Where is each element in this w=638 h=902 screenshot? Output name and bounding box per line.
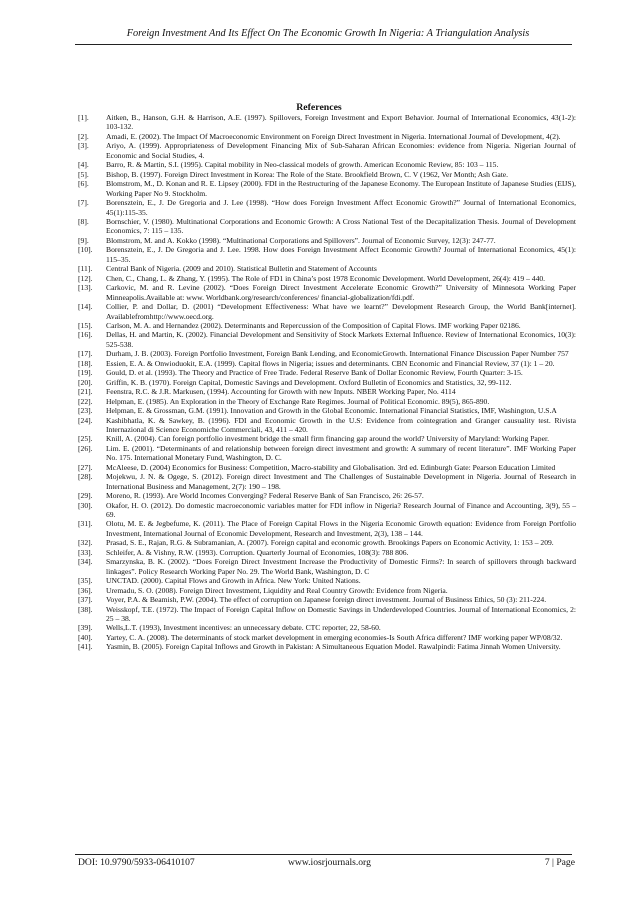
reference-number: [31]. [78,519,93,529]
journal-website: www.iosrjournals.org [288,857,371,868]
reference-text: Chen, C., Chang, L. & Zhang, Y. (1995). The Role of FD1 in China’s post 1978 Economic Development. World Development, 26(4): 419 – 440. [106,273,546,283]
reference-item [78,557,576,576]
reference-text: Gould, D. et al. (1993). The Theory and Practice of Free Trade. Federal Reserve Bank of Dollar Economic Review, Fourth Quarter: 3-15. [106,368,523,378]
reference-item [78,198,576,217]
references-heading: References [296,102,342,113]
reference-item [78,605,576,624]
footer-rule [75,854,572,855]
reference-text: Yasmin, B. (2005). Foreign Capital Inflows and Growth in Pakistan: A Simultaneous Equation Model. Rawalpindi: Fatima Jinnah Women University. [106,642,561,652]
reference-number: [24]. [78,415,93,425]
reference-text: Helpman, E. & Grossman, G.M. (1991). Innovation and Growth in the Global Economic. International Financial Statistics, IMF, Washington, U.S.A [106,406,557,416]
reference-number: [23]. [78,406,93,416]
reference-text: Amadi, E. (2002). The Impact Of Macroeconomic Environment on Foreign Direct Investment in Nigeria. International Journal of Development, 4(2). [106,131,561,141]
reference-item [78,633,576,642]
reference-text: Carlson, M. A. and Hernandez (2002). Determinants and Repercussion of the Composition of Capital Flows. IMF working Paper 02186. [106,320,521,330]
reference-text: Okafor, H. O. (2012). Do domestic macroeconomic variables matter for FDI inflow in Nigeria? Research Journal of Finance and Accounting, 3(9), 55 – 69. [106,500,576,520]
running-header: Foreign Investment And Its Effect On The Economic Growth In Nigeria: A Triangulation Analysis [126,28,530,39]
reference-item [78,472,576,491]
reference-number: [32]. [78,538,93,548]
reference-text: Aitken, B., Hanson, G.H. & Harrison, A.E. (1997). Spillovers, Foreign Investment and Export Behavior. Journal of International Economics, 43(1-2): 103-132. [106,113,576,132]
reference-text: UNCTAD. (2000). Capital Flows and Growth in Africa. New York: United Nations. [106,576,361,586]
reference-item [78,113,576,132]
reference-text: Knill, A. (2004). Can foreign portfolio investment bridge the small firm financing gap around the world? University of Maryland: Working Paper. [106,434,549,444]
reference-text: Prasad, S. E., Rajan, R.G. & Subramanian, A. (2007). Foreign capital and economic growth. Brookings Papers on Economic Activity, 1: 153 – 209. [106,538,554,548]
reference-text: Yartey, C. A. (2008). The determinants of stock market development in emerging economies-Is South Africa different? IMF working paper WP/08/32. [106,632,563,642]
reference-item [78,406,576,415]
reference-text: Collier, P. and Dollar, D. (2001) “Development Effectiveness: What have we learnt?” Development Research Group, the World Bank[internet]. Availablefromhttp://www.oecd.org. [106,302,576,321]
reference-text: Helpman, E. (1985). An Exploration in the Theory of Exchange Rate Regimes. Journal of Political Economic. 89(5), 865-890. [106,396,490,406]
reference-number: [15]. [78,320,93,330]
reference-number: [29]. [78,491,93,501]
reference-item [78,217,576,236]
reference-item [78,170,576,179]
reference-item [78,397,576,406]
reference-number: [36]. [78,585,93,595]
reference-item [78,463,576,472]
reference-item [78,236,576,245]
reference-text: Borensztein, E., J. De Gregoria and J. Lee (1998). “How does Foreign Investment Affect Economic Growth?” Journal of International Economics, 45(1):115-35. [106,198,576,217]
reference-item [78,623,576,632]
page-number: 7 | Page [544,857,575,868]
reference-text: Blomstrom, M., D. Konan and R. E. Lipsey (2000). FDI in the Restructuring of the Japanese Economy. The European Institute of Japanese Studies (EIJS), Working Paper No 9. Stockholm. [106,179,576,198]
reference-number: [19]. [78,368,93,378]
doi-text: DOI: 10.9790/5933-06410107 [78,857,195,868]
reference-number: [34]. [78,557,93,567]
reference-text: Voyer, P.A. & Beamish, P.W. (2004). The effect of corruption on Japanese foreign direct investment. Journal of Business Ethics, 50 (3): 211-224. [106,595,547,605]
reference-number: [12]. [78,273,93,283]
reference-number: [28]. [78,472,93,482]
reference-number: [17]. [78,349,93,359]
reference-number: [6]. [78,179,89,189]
reference-number: [16]. [78,330,93,340]
reference-item [78,548,576,557]
reference-item [78,368,576,377]
reference-item [78,359,576,368]
reference-item [78,321,576,330]
reference-number: [26]. [78,443,93,453]
reference-text: Smarzynska, B. K. (2002). “Does Foreign Direct Investment Increase the Productivity of Domestic Firms?: In search of spillovers through backward linkages”. Policy Research Working Paper No. 29. The World Bank, Washington, D. C [106,557,576,576]
reference-text: Mojekwu, J. N. & Ogege, S. (2012). Foreign direct Investment and The Challenges of Sustainable Development in Nigeria. Journal of Research in International Business and Management, 2(7): 190 – 198. [106,472,576,491]
header-rule [75,44,572,45]
reference-number: [2]. [78,131,89,141]
reference-item [78,434,576,443]
reference-number: [30]. [78,500,93,510]
reference-number: [1]. [78,113,89,122]
reference-number: [25]. [78,434,93,444]
reference-text: Moreno, R. (1993). Are World Incomes Converging? Federal Reserve Bank of San Francisco, 26: 26-57. [106,491,424,501]
reference-number: [10]. [78,245,93,255]
reference-text: Bornschier, V. (1980). Multinational Corporations and Economic Growth: A Cross National Test of the Decapitalization Thesis. Journal of Development Economics, 7: 115 – 135. [106,216,576,236]
reference-item [78,349,576,358]
reference-item [78,141,576,160]
reference-item [78,378,576,387]
reference-number: [38]. [78,604,93,614]
reference-text: Barro, R. & Martin, S.I. (1995). Capital mobility in Neo-classical models of growth. American Economic Review, 85: 103 – 115. [106,160,499,170]
reference-item [78,444,576,463]
reference-item [78,160,576,169]
reference-item [78,416,576,435]
reference-item [78,501,576,520]
reference-item [78,330,576,349]
reference-number: [39]. [78,623,93,633]
reference-item [78,274,576,283]
reference-item [78,245,576,264]
reference-item [78,595,576,604]
reference-number: [20]. [78,377,93,387]
reference-number: [41]. [78,642,93,652]
reference-number: [40]. [78,632,93,642]
reference-number: [4]. [78,160,89,170]
reference-item [78,576,576,585]
reference-text: Lim. E. (2001). “Determinants of and relationship between foreign direct investment and growth: A summary of recent literature”. IMF Working Paper No. 175. International Monetary Fund, Washington, D. C. [106,443,576,463]
reference-item [78,283,576,302]
reference-number: [35]. [78,576,93,586]
reference-number: [13]. [78,283,93,293]
reference-number: [22]. [78,396,93,406]
reference-text: Feenstra, R.C. & J.R. Markusen, (1994). Accounting for Growth with new Inputs. NBER Working Paper, No. 4114 [106,387,456,397]
reference-item [78,519,576,538]
reference-text: Griffin, K. B. (1970). Foreign Capital, Domestic Savings and Development. Oxford Bulletin of Economics and Statistics, 32, 99-112. [106,377,512,387]
reference-text: Carkovic, M. and R. Levine (2002). “Does Foreign Direct Investment Accelerate Economic Growth?” University of Minnesota Working Paper Minneapolis.Available at: www. Worldbank.org/research/conferences/ financial-globalization/fdi.pdf. [106,283,576,302]
reference-text: Olotu, M. E. & Jegbefume, K. (2011). The Place of Foreign Capital Flows in the Nigeria Economic Growth equation: Evidence from Foreign Portfolio Investment, International Journal of Economic Development, Research and Investment, 2(3), 138 – 144. [106,519,576,538]
reference-text: Kashibhatla, K. & Sawkey, B. (1996). FDI and Economic Growth in the U.S: Evidence from cointegration and Granger causuality test. Rivista Internazional di Science Economiche Commerciali, 43, 411 – 420. [106,415,576,434]
reference-item [78,387,576,396]
reference-text: Ariyo, A. (1999). Appropriateness of Development Financing Mix of Sub-Saharan African Economies: evidence from Nigeria. Nigerian Journal of Economic and Social Studies, 4. [106,141,576,160]
reference-number: [8]. [78,216,89,226]
reference-item [78,538,576,547]
reference-text: Essien, E. A. & Onwioduokit, E.A. (1999). Capital flows in Nigeria; issues and determinants. CBN Economic and Financial Review, 37 (1): 1 – 20. [106,358,555,368]
reference-number: [27]. [78,462,93,472]
reference-text: Borensztein, E., J. De Gregoria and J. Lee. 1998. How does Foreign Investment Affect Economic Growth? Journal of International Economics, 45(1): 115–35. [106,245,576,264]
reference-number: [37]. [78,595,93,605]
reference-item [78,642,576,651]
reference-item [78,179,576,198]
reference-number: [3]. [78,141,89,151]
reference-text: Weisskopf, T.E. (1972). The Impact of Foreign Capital Inflow on Domestic Savings in Underdeveloped Countries. Journal of International Economics, 2: 25 – 38. [106,604,576,624]
reference-item [78,264,576,273]
reference-item [78,586,576,595]
reference-text: Wells,L.T. (1993), Investment incentives: an unnecessary debate. CTC reporter, 22, 58-60. [106,623,381,633]
reference-number: [9]. [78,235,89,245]
reference-number: [33]. [78,547,93,557]
reference-text: Durham, J. B. (2003). Foreign Portfolio Investment, Foreign Bank Lending, and EconomicGrowth. International Finance Discussion Paper Number 757 [106,349,569,359]
reference-item [78,491,576,500]
reference-number: [18]. [78,358,93,368]
reference-number: [5]. [78,169,89,179]
reference-item [78,132,576,141]
reference-list [78,113,576,652]
reference-text: Uremadu, S. O. (2008). Foreign Direct Investment, Liquidity and Real Country Growth: Evidence from Nigeria. [106,585,448,595]
reference-text: McAleese, D. (2004) Economics for Business: Competition, Macro-stability and Globalisation. 3rd ed. Edinburgh Gate: Pearson Education Limited [106,462,556,472]
reference-text: Central Bank of Nigeria. (2009 and 2010). Statistical Bulletin and Statement of Accounts [106,264,377,274]
reference-text: Schleifer, A. & Vishny, R.W. (1993). Corruption. Quarterly Journal of Economies, 108(3): 788 806. [106,547,409,557]
reference-item [78,302,576,321]
reference-number: [7]. [78,198,89,208]
reference-number: [11]. [78,264,93,274]
reference-text: Bishop, B. (1997). Foreign Direct Investment in Korea: The Role of the State. Brookfield Brown, C. V (1962, Ver Month; Ash Gate. [106,169,509,179]
reference-number: [14]. [78,302,93,312]
reference-text: Blomstrom, M. and A. Kokko (1998). “Multinational Corporations and Spillovers”. Journal of Economic Survey, 12(3): 247-77. [106,235,496,245]
reference-number: [21]. [78,387,93,397]
reference-text: Dellas, H. and Martin, K. (2002). Financial Development and Sensitivity of Stock Markets External Influence. Review of International Economics, 10(3): 525-538. [106,330,576,349]
